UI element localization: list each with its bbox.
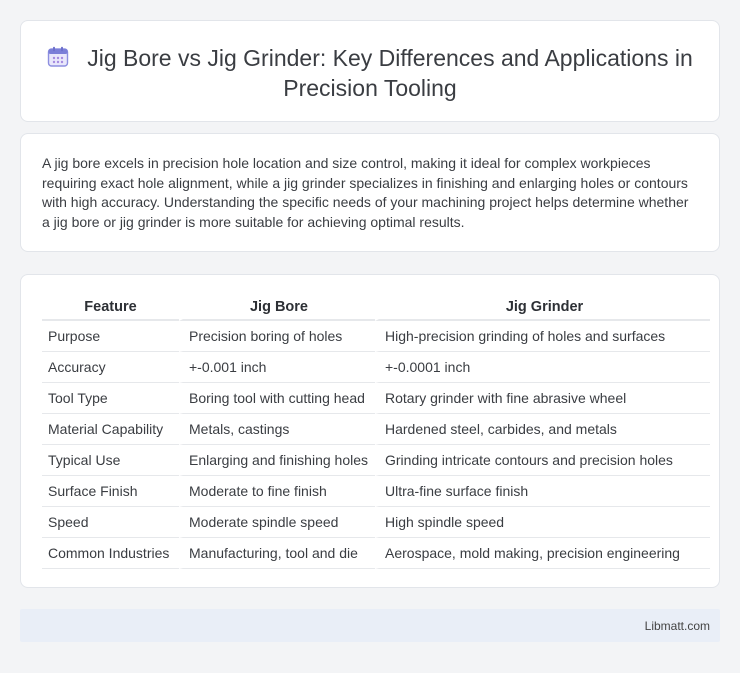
- jig-bore-cell: Boring tool with cutting head: [179, 383, 375, 414]
- feature-cell: Purpose: [42, 321, 179, 352]
- page-title: [41, 43, 699, 103]
- feature-cell: Typical Use: [42, 445, 179, 476]
- table-row: [42, 445, 710, 476]
- jig-grinder-cell: Ultra-fine surface finish: [375, 476, 710, 507]
- jig-bore-cell: Moderate spindle speed: [179, 507, 375, 538]
- jig-grinder-cell: High spindle speed: [375, 507, 710, 538]
- comparison-table: [42, 295, 710, 569]
- jig-grinder-cell: Hardened steel, carbides, and metals: [375, 414, 710, 445]
- jig-bore-cell: Enlarging and finishing holes: [179, 445, 375, 476]
- footer-site-link[interactable]: Libmatt.com: [644, 619, 710, 633]
- comparison-card: [20, 274, 720, 588]
- calendar-icon: [47, 46, 69, 68]
- table-row: [42, 476, 710, 507]
- jig-grinder-cell: Aerospace, mold making, precision engineering: [375, 538, 710, 569]
- intro-card: [20, 133, 720, 252]
- feature-cell: Speed: [42, 507, 179, 538]
- table-row: [42, 321, 710, 352]
- table-row: [42, 507, 710, 538]
- jig-bore-cell: Metals, castings: [179, 414, 375, 445]
- jig-grinder-cell: Rotary grinder with fine abrasive wheel: [375, 383, 710, 414]
- jig-bore-cell: Moderate to fine finish: [179, 476, 375, 507]
- table-row: [42, 352, 710, 383]
- table-row: [42, 414, 710, 445]
- intro-paragraph: A jig bore excels in precision hole location and size control, making it ideal for complex workpieces requiring exact hole alignment, while a jig grinder specializes in finishing and enlarging holes or contours with high accuracy. Understanding the specific needs of your machining project helps determine whether a jig bore or jig grinder is more suitable for achieving optimal results.: [42, 155, 689, 230]
- jig-bore-cell: +-0.001 inch: [179, 352, 375, 383]
- jig-grinder-cell: +-0.0001 inch: [375, 352, 710, 383]
- feature-cell: Surface Finish: [42, 476, 179, 507]
- header-card: [20, 20, 720, 122]
- jig-grinder-cell: Grinding intricate contours and precision holes: [375, 445, 710, 476]
- jig-grinder-cell: High-precision grinding of holes and surfaces: [375, 321, 710, 352]
- table-header-row: [42, 295, 710, 321]
- jig-bore-cell: Precision boring of holes: [179, 321, 375, 352]
- feature-cell: Material Capability: [42, 414, 179, 445]
- header-jig-bore: Jig Bore: [179, 295, 375, 321]
- table-row: [42, 383, 710, 414]
- jig-bore-cell: Manufacturing, tool and die: [179, 538, 375, 569]
- header-feature: Feature: [42, 295, 179, 321]
- header-jig-grinder: Jig Grinder: [375, 295, 710, 321]
- feature-cell: Common Industries: [42, 538, 179, 569]
- title-text: Jig Bore vs Jig Grinder: Key Differences and Applications in Precision Tooling: [87, 45, 693, 101]
- footer-bar: [20, 609, 720, 642]
- table-row: [42, 538, 710, 569]
- feature-cell: Accuracy: [42, 352, 179, 383]
- feature-cell: Tool Type: [42, 383, 179, 414]
